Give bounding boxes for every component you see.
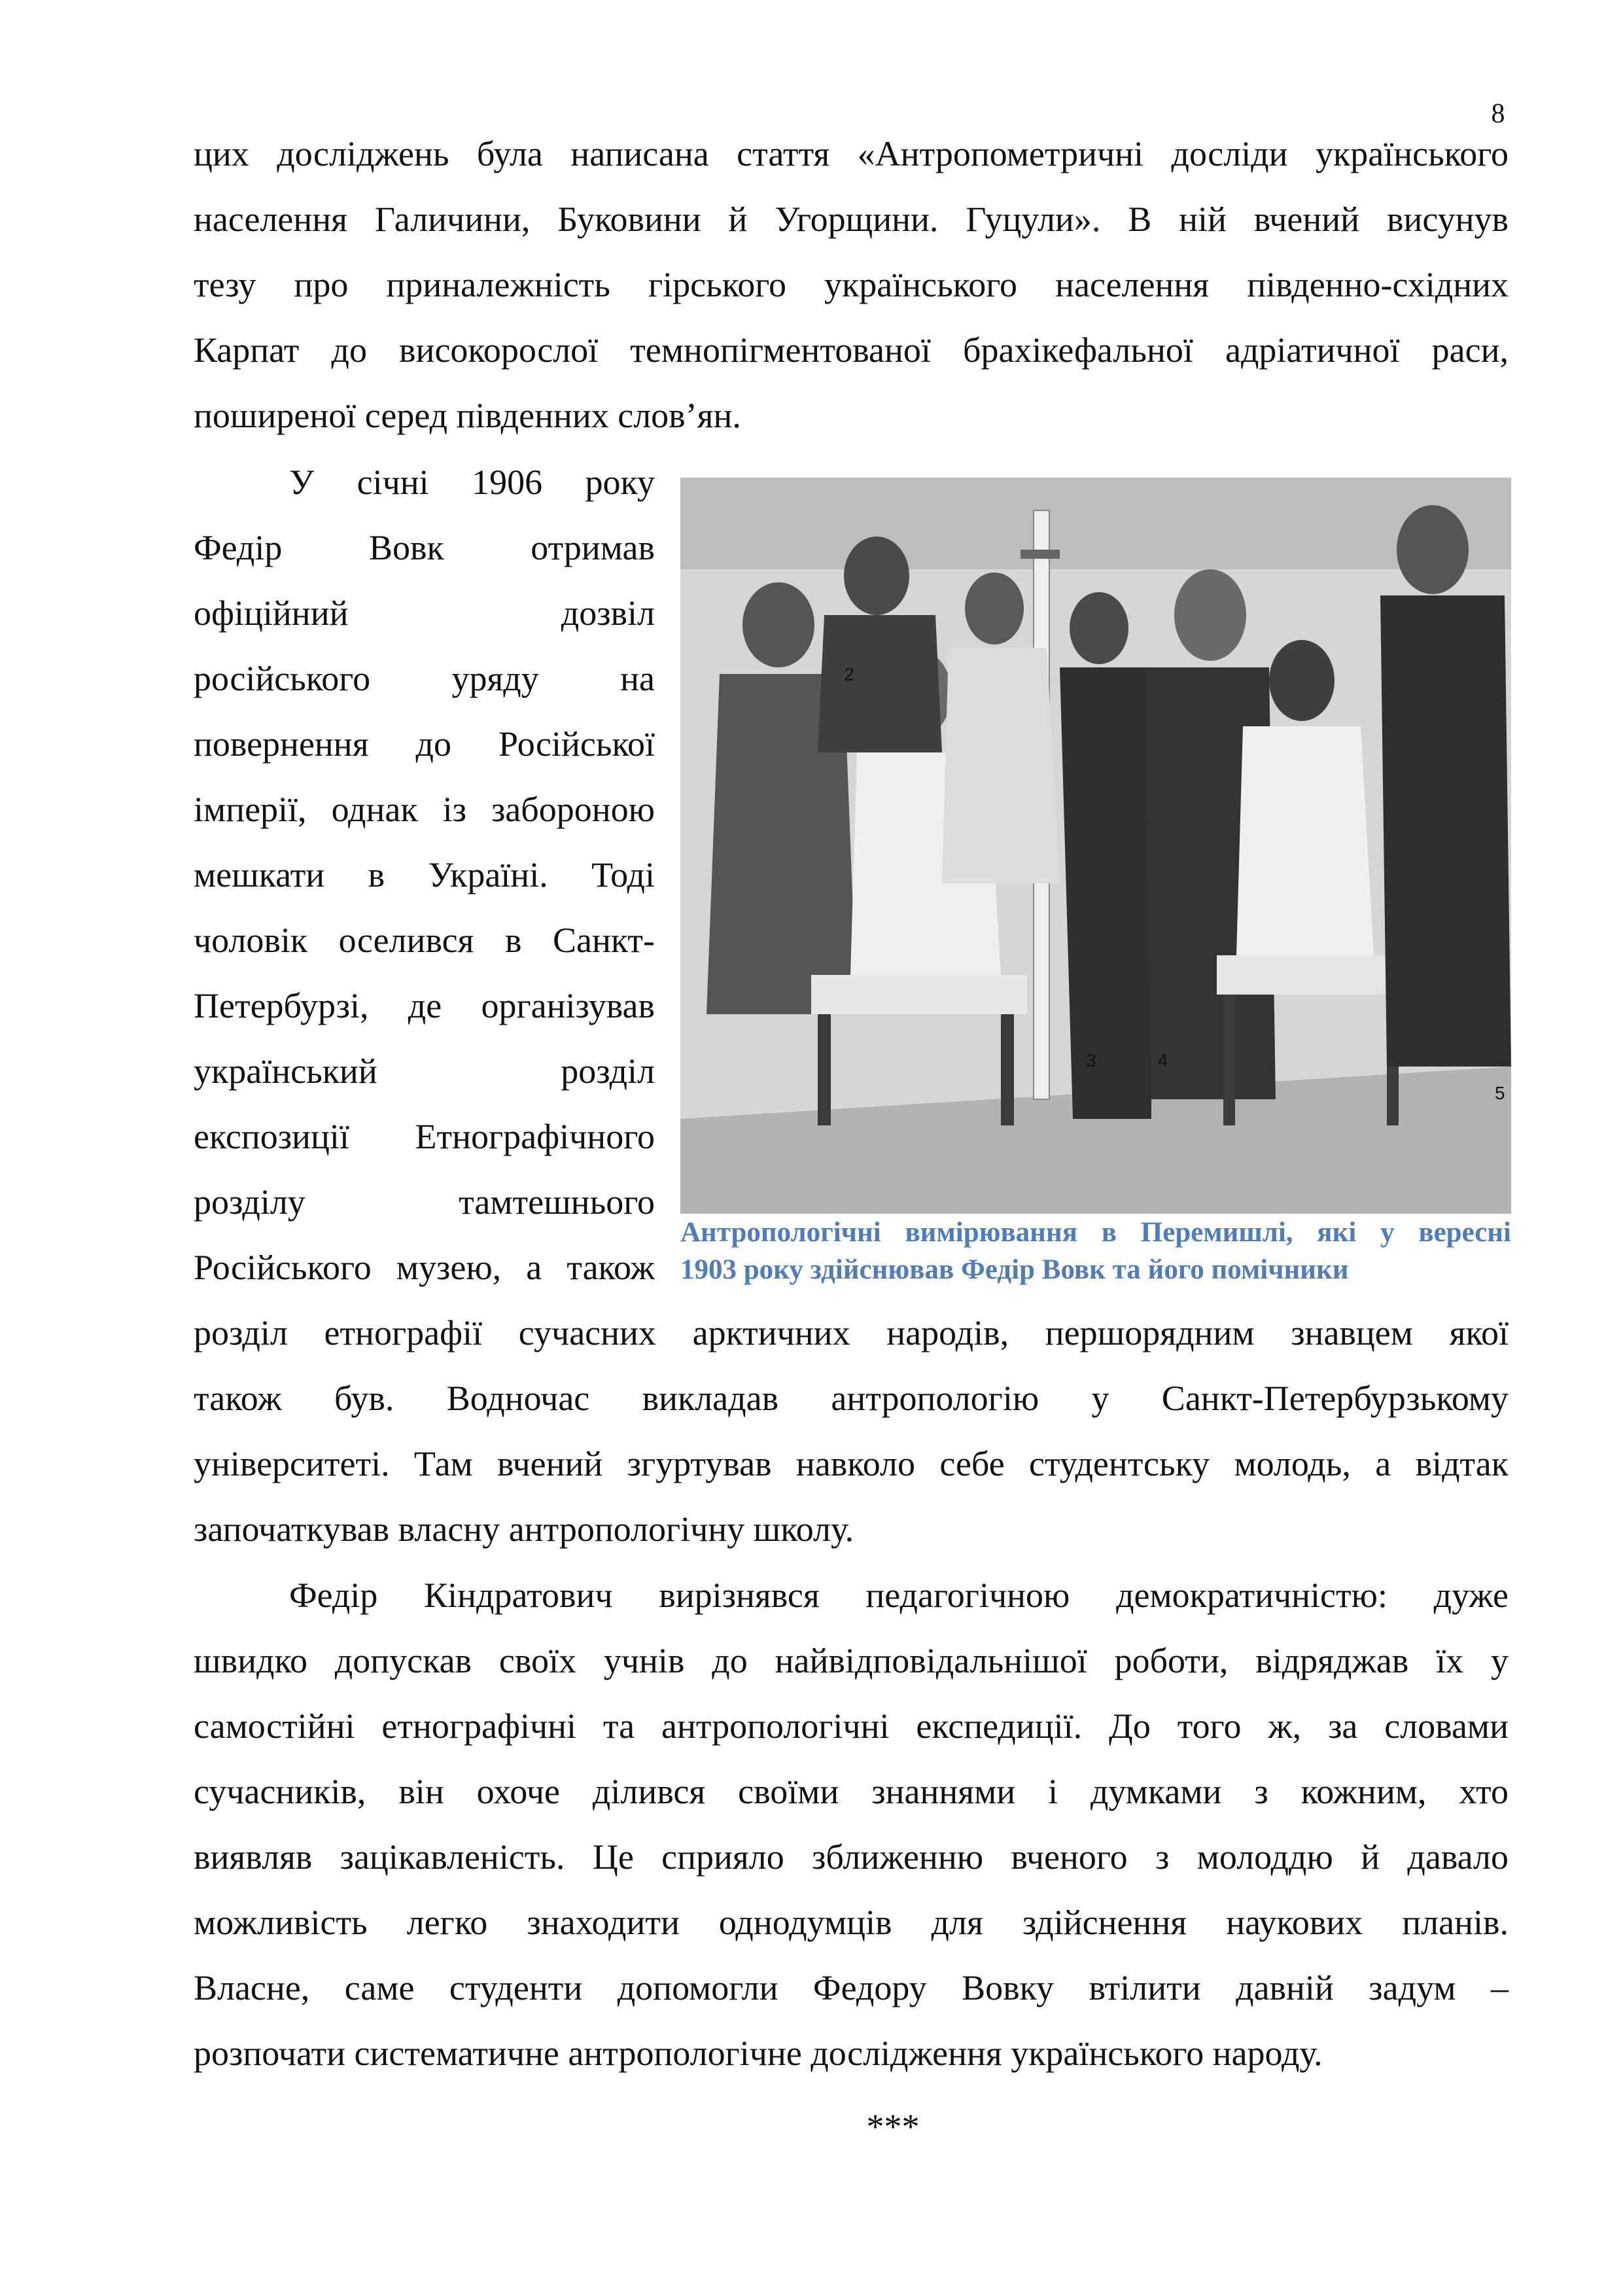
paragraph-3-line: сучасників, він охоче ділився своїми знаннями і думками з кожним, хто (194, 1772, 1509, 1811)
photo-marker: 3 (1086, 1050, 1096, 1070)
figure (680, 478, 1511, 1299)
paragraph-3-line: можливість легко знаходити однодумців для здійснення наукових планів. (194, 1903, 1509, 1942)
paragraph-2-line: український розділ (194, 1051, 655, 1091)
paragraph-3-line: виявляв зацікавленість. Це сприяло зближенню вченого з молоддю й давало (194, 1837, 1509, 1877)
paragraph-2-line: започаткував власну антропологічну школу. (194, 1510, 854, 1549)
paragraph-2-line: розділу тамтешнього (194, 1182, 655, 1222)
paragraph-1-line: Карпат до високорослої темнопігментованої брахікефальної адріатичної раси, (194, 330, 1509, 370)
paragraph-3-line: самостійні етнографічні та антропологічні експедиції. До того ж, за словами (194, 1706, 1509, 1746)
paragraph-1-line: населення Галичини, Буковини й Угорщини. Гуцули». В ній вчений висунув (194, 200, 1509, 239)
paragraph-2-line: офіційний дозвіл (194, 593, 655, 633)
paragraph-3-line: Власне, саме студенти допомогли Федору Вовку втілити давній задум – (194, 1968, 1509, 2007)
paragraph-2-line: імперії, однак із забороною (194, 790, 655, 829)
section-break: *** (866, 2107, 920, 2146)
historical-photo (680, 478, 1511, 1214)
photo-marker: 4 (1158, 1050, 1168, 1070)
paragraph-3-line: розпочати систематичне антропологічне дослідження українського народу. (194, 2034, 1323, 2073)
page-number: 8 (1491, 99, 1505, 129)
paragraph-2-line: російського уряду на (194, 659, 655, 698)
paragraph-2-line: Петербурзі, де організував (194, 986, 655, 1025)
figure-caption (680, 1214, 1511, 1288)
paragraph-3-line: Федір Кіндратович вирізнявся педагогічною демократичністю: дуже (289, 1576, 1509, 1615)
paragraph-2-line: експозиції Етнографічного (194, 1117, 655, 1156)
paragraph-2-line: повернення до Російської (194, 724, 655, 764)
paragraph-2-line: розділ етнографії сучасних арктичних народів, першорядним знавцем якої (194, 1313, 1509, 1352)
caption-line: Антропологічні вимірювання в Перемишлі, які у вересні (680, 1217, 1511, 1248)
paragraph-2-line: чоловік оселився в Санкт- (194, 921, 655, 960)
paragraph-2-line: університеті. Там вчений згуртував навколо себе студентську молодь, а відтак (194, 1444, 1509, 1483)
paragraph-2-line: У січні 1906 року (289, 463, 655, 502)
paragraph-1-line: поширеної серед південних слов’ян. (194, 396, 741, 435)
paragraph-2-line: також був. Водночас викладав антропологію у Санкт-Петербурзькому (194, 1379, 1509, 1418)
paragraph-1-line: тезу про приналежність гірського українського населення південно-східних (194, 265, 1509, 304)
photo-marker: 2 (844, 664, 854, 684)
paragraph-2-line: мешкати в Україні. Тоді (194, 855, 655, 894)
paragraph-3-line: швидко допускав своїх учнів до найвідповідальнішої роботи, відряджав їх у (194, 1641, 1509, 1680)
photo-marker: 5 (1495, 1083, 1505, 1103)
paragraph-1-line: цих досліджень була написана стаття «Антропометричні досліди українського (194, 134, 1509, 173)
caption-line: 1903 року здійснював Федір Вовк та його помічники (680, 1254, 1349, 1285)
paragraph-2-line: Федір Вовк отримав (194, 528, 655, 567)
paragraph-2-line: Російського музею, а також (194, 1248, 655, 1287)
